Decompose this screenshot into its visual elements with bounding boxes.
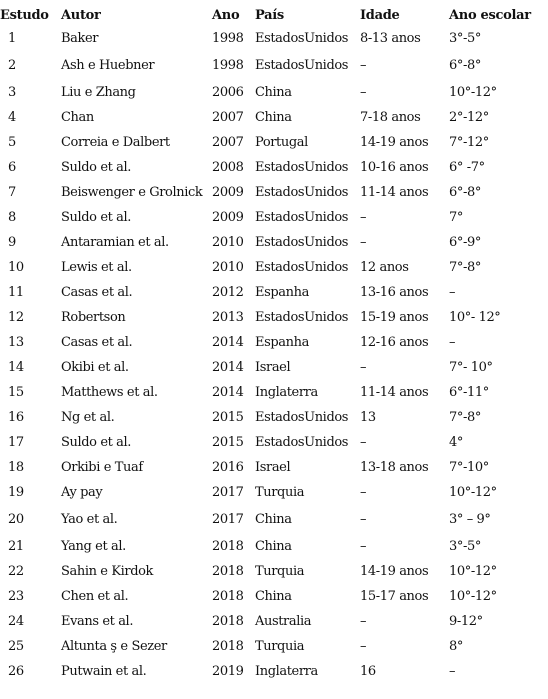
cell-pais: Israel [255,460,291,475]
cell-ano-escolar: 10°-12° [449,564,497,579]
cell-autor: Lewis et al. [61,260,132,275]
header-autor: Autor [61,7,101,23]
table-row [0,634,548,659]
cell-idade: – [360,435,367,450]
table-row [0,180,548,205]
cell-ano-escolar: 7°- 10° [449,360,493,375]
table-row [0,455,548,480]
cell-pais: China [255,539,292,554]
cell-idade: – [360,639,367,654]
table-row [0,155,548,180]
cell-estudo: 15 [8,385,24,400]
cell-ano: 2009 [212,210,244,225]
header-pais: País [255,7,284,23]
table-row [0,80,548,105]
cell-ano-escolar: – [449,285,456,300]
table-row [0,430,548,455]
cell-estudo: 22 [8,564,24,579]
table-row [0,480,548,505]
table-row [0,255,548,280]
table-row [0,559,548,584]
header-row [0,4,548,26]
cell-estudo: 2 [8,58,16,73]
cell-idade: 8-13 anos [360,31,421,46]
cell-estudo: 23 [8,589,24,604]
cell-pais: Australia [255,614,312,629]
cell-pais: Espanha [255,335,309,350]
cell-autor: Putwain et al. [61,664,147,679]
cell-idade: 14-19 anos [360,564,429,579]
cell-idade: – [360,235,367,250]
cell-ano: 2017 [212,485,244,500]
cell-ano-escolar: 7°-12° [449,135,489,150]
table-row [0,280,548,305]
cell-idade: – [360,210,367,225]
cell-ano: 2015 [212,410,244,425]
cell-estudo: 24 [8,614,24,629]
cell-estudo: 21 [8,539,24,554]
cell-ano-escolar: 2°-12° [449,110,489,125]
cell-idade: – [360,512,367,527]
cell-autor: Baker [61,31,99,46]
cell-autor: Chan [61,110,94,125]
cell-ano-escolar: 10°-12° [449,485,497,500]
cell-ano-escolar: 6° -7° [449,160,485,175]
cell-ano-escolar: – [449,335,456,350]
table-row [0,505,548,534]
cell-autor: Ay pay [61,485,103,500]
cell-estudo: 19 [8,485,24,500]
cell-ano-escolar: 3°-5° [449,31,481,46]
cell-ano-escolar: 3° – 9° [449,512,491,527]
cell-ano: 2009 [212,185,244,200]
cell-estudo: 1 [8,31,16,46]
cell-estudo: 18 [8,460,24,475]
cell-autor: Orkibi e Tuaf [61,460,143,475]
cell-pais: Turquia [255,485,305,500]
cell-ano-escolar: 8° [449,639,463,654]
cell-ano-escolar: 10°-12° [449,589,497,604]
cell-ano-escolar: 7°-8° [449,260,481,275]
cell-autor: Correia e Dalbert [61,135,170,150]
cell-pais: China [255,589,292,604]
cell-pais: Inglaterra [255,385,318,400]
cell-ano: 1998 [212,31,244,46]
cell-autor: Sahin e Kirdok [61,564,154,579]
cell-idade: 11-14 anos [360,385,429,400]
cell-ano-escolar: 6°-9° [449,235,481,250]
cell-ano: 2018 [212,539,244,554]
cell-autor: Liu e Zhang [61,85,136,100]
cell-autor: Yao et al. [61,512,118,527]
cell-pais: EstadosUnidos [255,185,349,200]
cell-ano-escolar: 3°-5° [449,539,481,554]
cell-ano: 2017 [212,512,244,527]
cell-idade: – [360,614,367,629]
cell-idade: 11-14 anos [360,185,429,200]
table-row [0,305,548,330]
table-row [0,230,548,255]
cell-autor: Chen et al. [61,589,129,604]
cell-idade: – [360,58,367,73]
table-row [0,355,548,380]
cell-estudo: 17 [8,435,24,450]
cell-idade: – [360,360,367,375]
cell-autor: Robertson [61,310,126,325]
cell-autor: Yang et al. [61,539,126,554]
cell-pais: Inglaterra [255,664,318,679]
cell-ano: 2016 [212,460,244,475]
cell-autor: Suldo et al. [61,210,132,225]
cell-ano: 2010 [212,235,244,250]
cell-autor: Beiswenger e Grolnick [61,185,203,200]
cell-autor: Suldo et al. [61,160,132,175]
cell-idade: 14-19 anos [360,135,429,150]
cell-ano: 2018 [212,614,244,629]
cell-estudo: 3 [8,85,16,100]
cell-ano-escolar: 6°-11° [449,385,489,400]
cell-autor: Casas et al. [61,335,133,350]
cell-estudo: 26 [8,664,24,679]
cell-autor: Ng et al. [61,410,115,425]
cell-ano: 2014 [212,335,244,350]
cell-ano-escolar: 10°-12° [449,85,497,100]
cell-idade: 12-16 anos [360,335,429,350]
table-row [0,584,548,609]
cell-pais: China [255,85,292,100]
cell-pais: EstadosUnidos [255,160,349,175]
cell-pais: EstadosUnidos [255,58,349,73]
table-row [0,380,548,405]
table-row [0,534,548,559]
cell-autor: Okibi et al. [61,360,129,375]
cell-autor: Antaramian et al. [61,235,169,250]
cell-ano-escolar: 6°-8° [449,185,481,200]
cell-idade: 16 [360,664,376,679]
table-row [0,51,548,80]
cell-pais: Israel [255,360,291,375]
cell-idade: – [360,485,367,500]
cell-pais: Turquia [255,639,305,654]
table-row [0,609,548,634]
table-row [0,105,548,130]
cell-autor: Evans et al. [61,614,134,629]
cell-pais: Espanha [255,285,309,300]
cell-estudo: 10 [8,260,24,275]
cell-ano-escolar: 10°- 12° [449,310,501,325]
cell-idade: 12 anos [360,260,409,275]
cell-autor: Altunta ş e Sezer [61,639,167,654]
cell-idade: 15-17 anos [360,589,429,604]
cell-ano: 2006 [212,85,244,100]
cell-pais: China [255,110,292,125]
cell-estudo: 12 [8,310,24,325]
cell-pais: China [255,512,292,527]
table-row [0,405,548,430]
cell-ano: 2010 [212,260,244,275]
cell-idade: 13-18 anos [360,460,429,475]
table-row [0,659,548,684]
cell-autor: Suldo et al. [61,435,132,450]
cell-pais: EstadosUnidos [255,31,349,46]
cell-autor: Ash e Huebner [61,58,155,73]
cell-ano: 2018 [212,639,244,654]
cell-pais: EstadosUnidos [255,235,349,250]
cell-idade: 15-19 anos [360,310,429,325]
cell-ano: 2015 [212,435,244,450]
cell-ano: 2008 [212,160,244,175]
cell-idade: – [360,85,367,100]
table-row [0,330,548,355]
cell-idade: 13-16 anos [360,285,429,300]
cell-pais: EstadosUnidos [255,260,349,275]
cell-ano: 2007 [212,110,244,125]
cell-pais: EstadosUnidos [255,435,349,450]
cell-ano: 2014 [212,360,244,375]
cell-idade: 13 [360,410,376,425]
cell-ano: 2018 [212,564,244,579]
cell-autor: Matthews et al. [61,385,158,400]
cell-estudo: 16 [8,410,24,425]
header-ano: Ano [212,7,240,23]
cell-estudo: 13 [8,335,24,350]
cell-pais: Portugal [255,135,308,150]
cell-ano-escolar: 9-12° [449,614,483,629]
table-row [0,130,548,155]
cell-estudo: 9 [8,235,16,250]
cell-ano: 2019 [212,664,244,679]
cell-pais: EstadosUnidos [255,410,349,425]
header-ano-escolar: Ano escolar [449,7,531,23]
cell-idade: 10-16 anos [360,160,429,175]
cell-ano: 2014 [212,385,244,400]
cell-estudo: 25 [8,639,24,654]
cell-autor: Casas et al. [61,285,133,300]
cell-estudo: 14 [8,360,24,375]
cell-ano: 1998 [212,58,244,73]
header-idade: Idade [360,7,400,23]
cell-estudo: 7 [8,185,16,200]
cell-pais: EstadosUnidos [255,310,349,325]
cell-ano-escolar: 7°-8° [449,410,481,425]
cell-ano: 2018 [212,589,244,604]
table-row [0,26,548,51]
cell-ano-escolar: 4° [449,435,463,450]
cell-ano: 2013 [212,310,244,325]
cell-pais: EstadosUnidos [255,210,349,225]
header-estudo: Estudo [0,7,49,23]
cell-estudo: 11 [8,285,24,300]
cell-ano: 2007 [212,135,244,150]
cell-idade: – [360,539,367,554]
cell-estudo: 20 [8,512,24,527]
table-row [0,205,548,230]
studies-table [0,4,548,684]
cell-ano-escolar: 7°-10° [449,460,489,475]
cell-estudo: 6 [8,160,16,175]
cell-ano-escolar: 6°-8° [449,58,481,73]
cell-ano-escolar: 7° [449,210,463,225]
cell-ano-escolar: – [449,664,456,679]
cell-pais: Turquia [255,564,305,579]
cell-idade: 7-18 anos [360,110,421,125]
cell-estudo: 5 [8,135,16,150]
cell-estudo: 4 [8,110,16,125]
cell-ano: 2012 [212,285,244,300]
cell-estudo: 8 [8,210,16,225]
